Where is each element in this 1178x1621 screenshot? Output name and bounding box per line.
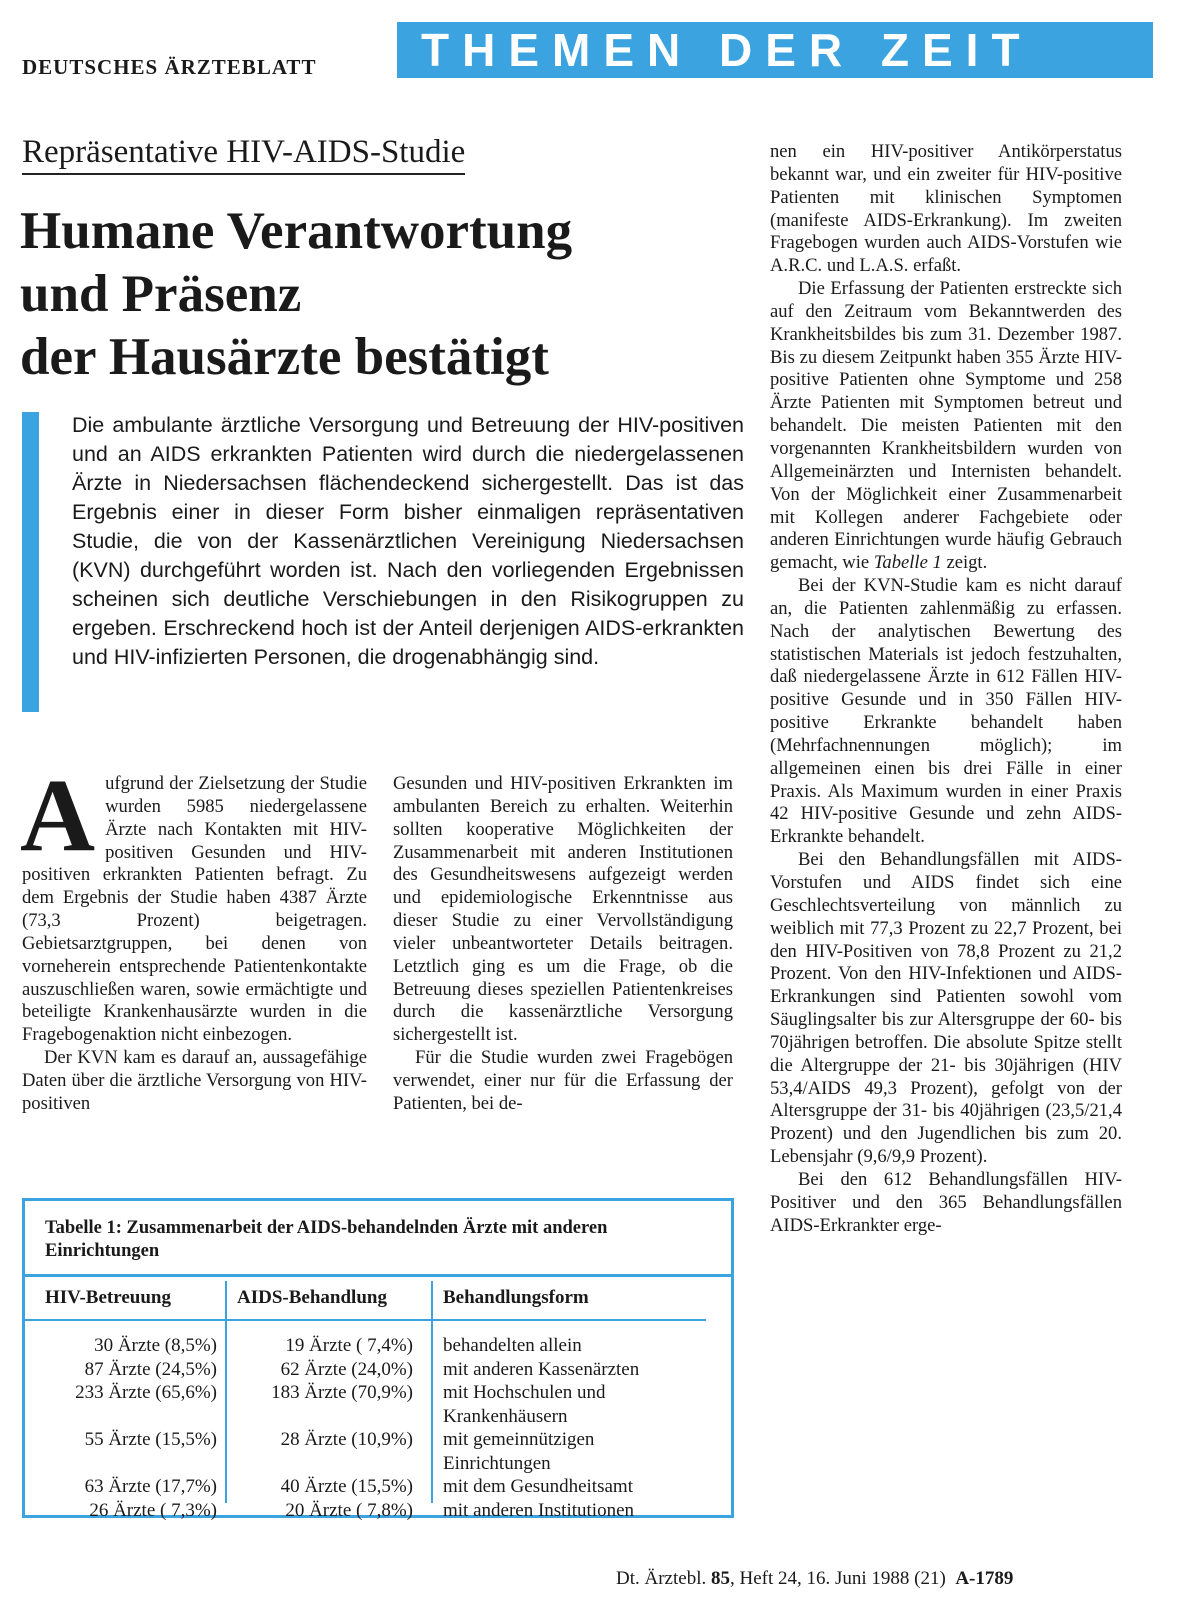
table-cell	[271, 1405, 413, 1429]
table-column-aids	[271, 1334, 413, 1522]
footer-journal: Dt. Ärztebl.	[616, 1568, 707, 1589]
table-cell: 55 Ärzte (15,5%)	[84, 1429, 217, 1450]
body-column-1	[20, 758, 367, 1116]
headline-line: Humane Verantwortung	[20, 202, 573, 260]
table-reference: Tabelle 1	[873, 552, 942, 574]
footer-volume: 85	[710, 1568, 730, 1589]
table-header-form: Behandlungsform	[443, 1287, 589, 1308]
table-cell: 26 Ärzte ( 7,3%)	[89, 1499, 217, 1521]
body-paragraph: Bei den 612 Behandlungsfällen HIV-Positiver und den 365 Behandlungsfällen AIDS-Erkrankter erge-	[770, 1168, 1122, 1236]
table-title-rule	[25, 1274, 731, 1277]
table-cell: mit anderen Kassenärzten	[443, 1358, 640, 1380]
table-header-rule	[227, 1319, 431, 1321]
article-kicker: Repräsentative HIV-AIDS-Studie	[22, 134, 465, 175]
section-banner	[397, 22, 1153, 78]
footer-page-number: A-1789	[955, 1568, 1014, 1589]
body-paragraph: Bei den Behandlungsfällen mit AIDS-Vorstufen und AIDS findet sich eine Geschlechtsverteilung von männlich zu weiblich mit 77,3 Prozent zu 22,7 Prozent, bei den HIV-Positiven von 78,8 Prozent zu 21,2 Prozent. Von den HIV-Infektionen und AIDS-Erkrankungen sind Patienten sowohl vom Säuglingsalter bis zur Altersgruppe der 60- bis 70jährigen betroffen. Die absolute Spitze stellt die Altergruppe der 21- bis 30jährigen (HIV 53,4/AIDS 49,3 Prozent), gefolgt von der Altersgruppe der 31- bis 40jährigen (23,5/21,4 Prozent) und den Jugendlichen bis zum 20. Lebensjahr (9,6/9,9 Prozent).	[770, 849, 1122, 1168]
drop-cap: A	[20, 758, 96, 873]
table-column-form	[443, 1334, 639, 1522]
article-lead: Die ambulante ärztliche Versorgung und Betreuung der HIV-positiven und an AIDS erkrankten Patienten wird durch die niedergelassenen Ärzte in Niedersachsen flächendeckend sichergestellt. Das ist das Ergebnis einer in dieser Form bisher einmaligen repräsentativen Studie, die von der Kassenärztlichen Vereinigung Niedersachsen (KVN) durchgeführt worden ist. Nach den vorliegenden Ergebnissen scheinen sich deutliche Verschiebungen in den Risikogruppen zu ergeben. Erschreckend hoch ist der Anteil derjenigen AIDS-erkrankten und HIV-infizierten Personen, die drogenabhängig sind.	[72, 413, 744, 669]
table-cell: 87 Ärzte (24,5%)	[84, 1358, 217, 1380]
table-header-rule	[433, 1319, 706, 1321]
table-cell: 233 Ärzte (65,6%)	[75, 1382, 217, 1403]
headline-line: der Hausärzte bestätigt	[20, 328, 549, 386]
table-cell: 28 Ärzte (10,9%)	[280, 1429, 413, 1450]
lead-accent-bar	[22, 412, 39, 712]
body-paragraph: Für die Studie wurden zwei Fragebögen verwendet, einer nur für die Erfassung der Patienten, bei de-	[393, 1047, 733, 1114]
body-paragraph: Aufgrund der Zielsetzung der Studie wurden 5985 niedergelassene Ärzte nach Kontakten mit HIV-positiven Gesunden und HIV-positiven erkrankten Patienten befragt. Zu dem Ergebnis der Studie haben 4387 Ärzte (73,3 Prozent) beigetragen. Gebietsarztgruppen, bei denen von vorneherein entsprechende Patientenkontakte auszuschließen waren, sowie ermächtigte und beteiligte Krankenhausärzte wurden in die Fragebogenaktion nicht einbezogen.	[20, 758, 367, 1046]
table-cell: mit gemeinnützigen	[443, 1429, 595, 1450]
table-cell: mit dem Gesundheitsamt	[443, 1476, 633, 1497]
table-cell: behandelten allein	[443, 1335, 582, 1356]
body-paragraph: Gesunden und HIV-positiven Erkrankten im ambulanten Bereich zu erhalten. Weiterhin sollten kooperative Möglichkeiten der Zusammenarbeit mit anderen Institutionen des Gesundheitswesens aufgezeigt werden und epidemiologische Erkenntnisse aus dieser Studie zu einer Vervollständigung vieler unbeantworteter Details beitragen. Letztlich ging es um die Frage, ob die Betreuung dieses speziellen Patientenkreises durch die kassenärztliche Versorgung sichergestellt ist.	[393, 773, 733, 1046]
table-cell: mit Hochschulen und	[443, 1382, 606, 1403]
body-paragraph: nen ein HIV-positiver Antikörperstatus bekannt war, und ein zweiter für HIV-positive Patienten mit klinischen Symptomen (manifeste AIDS-Erkrankung). Im zweiten Fragebogen wurden auch AIDS-Vorstufen wie A.R.C. und L.A.S. erfaßt.	[770, 141, 1122, 277]
publication-name: DEUTSCHES ÄRZTEBLATT	[22, 55, 317, 79]
table-cell: mit anderen Institutionen	[443, 1499, 635, 1521]
table-cell: 30 Ärzte (8,5%)	[94, 1335, 217, 1356]
headline-line: und Präsenz	[20, 265, 302, 323]
table-cell: 20 Ärzte ( 7,8%)	[285, 1499, 413, 1521]
table-cell: Einrichtungen	[443, 1452, 551, 1474]
table-header-hiv: HIV-Betreuung	[45, 1287, 171, 1308]
table-cell: 19 Ärzte ( 7,4%)	[285, 1335, 413, 1356]
footer-issue: , Heft 24, 16. Juni 1988 (21)	[729, 1568, 946, 1589]
table-cell	[271, 1452, 413, 1476]
table-header-rule	[25, 1319, 225, 1321]
table-title: Tabelle 1: Zusammenarbeit der AIDS-behandelnden Ärzte mit anderen Einrichtungen	[45, 1218, 608, 1261]
table-1	[22, 1198, 734, 1521]
table-header-aids: AIDS-Behandlung	[237, 1287, 387, 1308]
body-paragraph: Die Erfassung der Patienten erstreckte sich auf den Zeitraum vom Bekanntwerden des Krankheitsbildes bis zum 31. Dezember 1987. Bis zu diesem Zeitpunkt haben 355 Ärzte HIV-positive Patienten ohne Symptome und 258 Ärzte Patienten mit Symptomen betreut und behandelt. Die meisten Patienten mit den vorgenannten Krankheitsbildern wurden von Allgemeinärzten und Internisten behandelt. Von der Möglichkeit einer Zusammenarbeit mit Kollegen anderer Fachgebiete oder anderen Einrichtungen wurde häufig Gebrauch gemacht, wie Tabelle 1 zeigt.	[770, 278, 1122, 574]
table-cell: Krankenhäusern	[443, 1405, 568, 1427]
table-cell	[75, 1405, 217, 1429]
table-cell	[75, 1452, 217, 1476]
table-cell: 183 Ärzte (70,9%)	[271, 1382, 413, 1403]
table-divider	[431, 1281, 433, 1503]
body-paragraph: Der KVN kam es darauf an, aussagefähige Daten über die ärztliche Versorgung von HIV-positiven	[22, 1047, 367, 1114]
body-column-3	[770, 141, 1122, 1238]
article-headline	[20, 200, 750, 389]
page-footer	[616, 1568, 1013, 1590]
table-cell: 40 Ärzte (15,5%)	[280, 1476, 413, 1497]
table-cell: 63 Ärzte (17,7%)	[84, 1476, 217, 1497]
body-paragraph: Bei der KVN-Studie kam es nicht darauf an, die Patienten zahlenmäßig zu erfassen. Nach der analytischen Bewertung des statistischen Materials ist jedoch festzuhalten, daß niedergelassene Ärzte in 612 Fällen HIV-positive Gesunde und in 350 Fällen HIV-positive Erkrankte behandelt haben (Mehrfachnennungen möglich); im allgemeinen einen bis drei Fälle in einer Praxis. Als Maximum wurden in einer Praxis 42 HIV-positive Gesunde und zehn AIDS-Erkrankte behandelt.	[770, 575, 1122, 848]
body-column-2	[393, 773, 733, 1116]
table-column-hiv	[75, 1334, 217, 1522]
table-divider	[225, 1281, 227, 1503]
section-title: THEMEN DER ZEIT	[421, 24, 1033, 76]
table-cell: 62 Ärzte (24,0%)	[280, 1358, 413, 1380]
